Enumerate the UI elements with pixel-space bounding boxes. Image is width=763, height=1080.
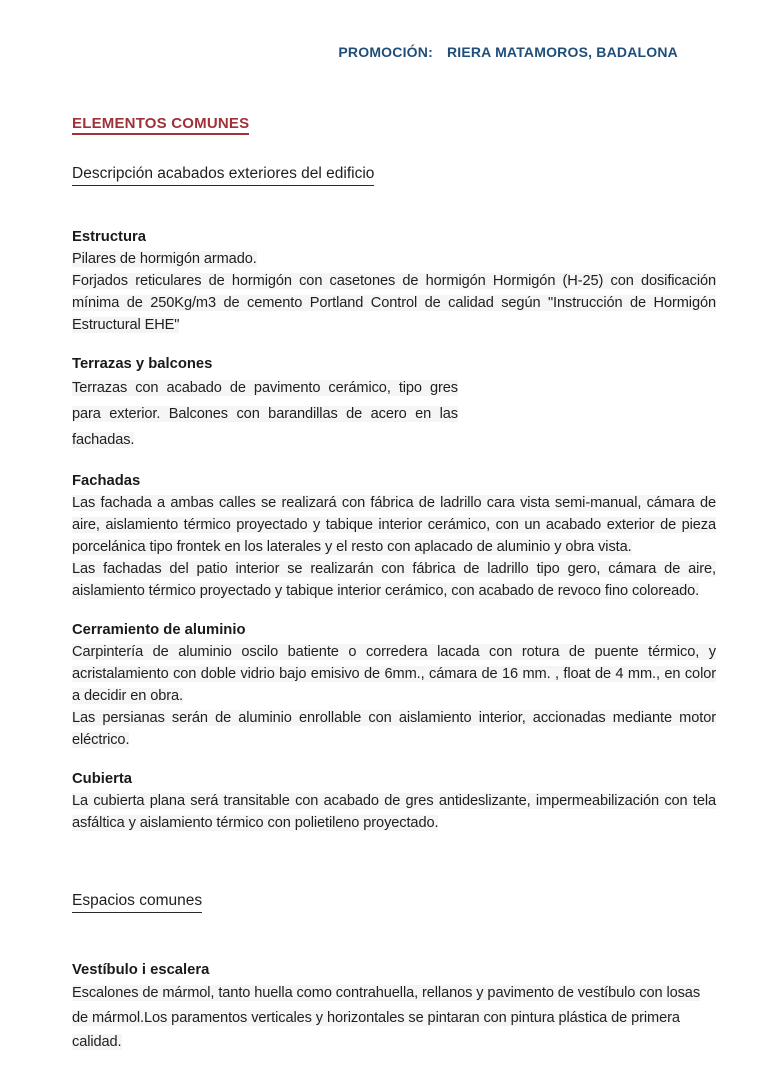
- subheading-exteriores: [72, 165, 716, 186]
- subheading-espacios-comunes-text: Espacios comunes: [72, 892, 202, 913]
- promotion-label: PROMOCIÓN:: [338, 44, 433, 60]
- paragraph: La cubierta plana será transitable con acabado de gres antideslizante, impermeabilización con tela asfáltica y aislamiento térmico con polietileno proyectado.: [72, 793, 716, 831]
- paragraph: Las fachada a ambas calles se realizará con fábrica de ladrillo cara vista semi-manual, cámara de aire, aislamiento térmico proyectado y tabique interior cerámico, con un acabado exterior de pieza porcelánica tipo frontek en los laterales y el resto con aplacado de aluminio y obra vista.: [72, 495, 716, 555]
- section-title-fachadas: Fachadas: [72, 473, 141, 489]
- paragraph: Las fachadas del patio interior se realizarán con fábrica de ladrillo tipo gero, cámara de aire, aislamiento térmico proyectado y tabique interior cerámico, con acabado de revoco fino coloreado.: [72, 561, 716, 599]
- section-title-estructura: Estructura: [72, 229, 147, 245]
- section-cubierta: [72, 768, 716, 834]
- main-heading-row: [72, 115, 716, 165]
- paragraph: Carpintería de aluminio oscilo batiente o corredera lacada con rotura de puente térmico, y acristalamiento con doble vidrio bajo emisivo de 6mm., cámara de 16 mm. , float de 4 mm., en color a decidir en obra.: [72, 644, 716, 704]
- section-fachadas: [72, 470, 716, 602]
- section-vestibulo: [72, 959, 716, 1055]
- paragraph: Las persianas serán de aluminio enrollable con aislamiento interior, accionadas mediante motor eléctrico.: [72, 710, 716, 748]
- section-cerramiento: [72, 619, 716, 751]
- paragraph: Escalones de mármol, tanto huella como contrahuella, rellanos y pavimento de vestíbulo con losas de mármol.Los paramentos verticales y horizontales se pintaran con pintura plástica de primera calidad.: [72, 985, 701, 1050]
- subheading-exteriores-text: Descripción acabados exteriores del edificio: [72, 165, 374, 186]
- section-terrazas: [72, 353, 716, 453]
- subheading-espacios-comunes: [72, 892, 716, 913]
- promotion-value: RIERA MATAMOROS, BADALONA: [446, 44, 678, 60]
- section-estructura: [72, 226, 716, 336]
- section-title-terrazas: Terrazas y balcones: [72, 356, 213, 372]
- section-title-cubierta: Cubierta: [72, 771, 133, 787]
- main-heading: ELEMENTOS COMUNES: [72, 115, 249, 135]
- section-title-cerramiento: Cerramiento de aluminio: [72, 622, 246, 638]
- paragraph: Forjados reticulares de hormigón con casetones de hormigón Hormigón (H-25) con dosificación mínima de 250Kg/m3 de cemento Portland Control de calidad según "Instrucción de Hormigón Estructural EHE": [72, 273, 716, 333]
- paragraph: Terrazas con acabado de pavimento cerámico, tipo gres para exterior. Balcones con barandillas de acero en las fachadas.: [72, 380, 458, 448]
- paragraph: Pilares de hormigón armado.: [72, 251, 257, 267]
- promotion-header: [72, 44, 716, 60]
- section-title-vestibulo: Vestíbulo i escalera: [72, 962, 210, 978]
